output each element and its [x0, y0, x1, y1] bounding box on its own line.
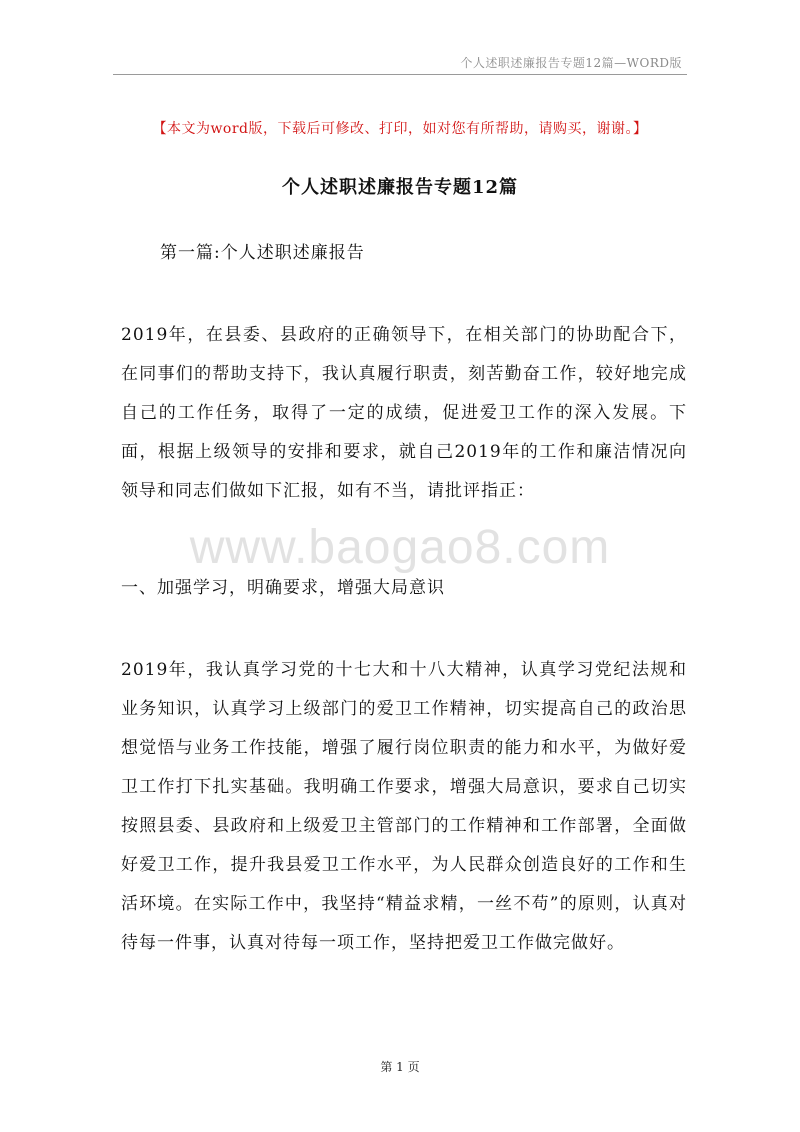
section-heading: 一、加强学习，明确要求，增强大局意识	[121, 578, 445, 598]
running-header: 个人述职述廉报告专题12篇—WORD版	[460, 56, 682, 70]
section-subtitle: 第一篇:个人述职述廉报告	[160, 243, 365, 263]
page-number: 第 1 页	[380, 1060, 420, 1074]
purchase-notice: 【本文为word版，下载后可修改、打印，如对您有所帮助，请购买，谢谢。】	[152, 121, 648, 137]
document-title: 个人述职述廉报告专题12篇	[281, 177, 519, 198]
body-paragraph-2: 2019年，我认真学习党的十七大和十八大精神，认真学习党纪法规和业务知识，认真学习上级部门的爱卫工作精神，切实提高自己的政治思想觉悟与业务工作技能，增强了履行岗位职责的能力和水平，为做好爱卫工作打下扎实基础。我明确工作要求，增强大局意识，要求自己切实按照县委、县政府和上级爱卫主管部门的工作精神和工作部署，全面做好爱卫工作，提升我县爱卫工作水平，为人民群众创造良好的工作和生活环境。在实际工作中，我坚持“精益求精，一丝不苟”的原则，认真对待每一件事，认真对待每一项工作，坚持把爱卫工作做完做好。	[121, 660, 687, 953]
body-paragraph-1: 2019年，在县委、县政府的正确领导下，在相关部门的协助配合下，在同事们的帮助支持下，我认真履行职责，刻苦勤奋工作，较好地完成自己的工作任务，取得了一定的成绩，促进爱卫工作的深入发展。下面，根据上级领导的安排和要求，就自己2019年的工作和廉洁情况向领导和同志们做如下汇报，如有不当，请批评指正：	[121, 325, 687, 501]
header-divider	[113, 74, 687, 75]
watermark-text: www.baogao8.com	[189, 521, 611, 574]
